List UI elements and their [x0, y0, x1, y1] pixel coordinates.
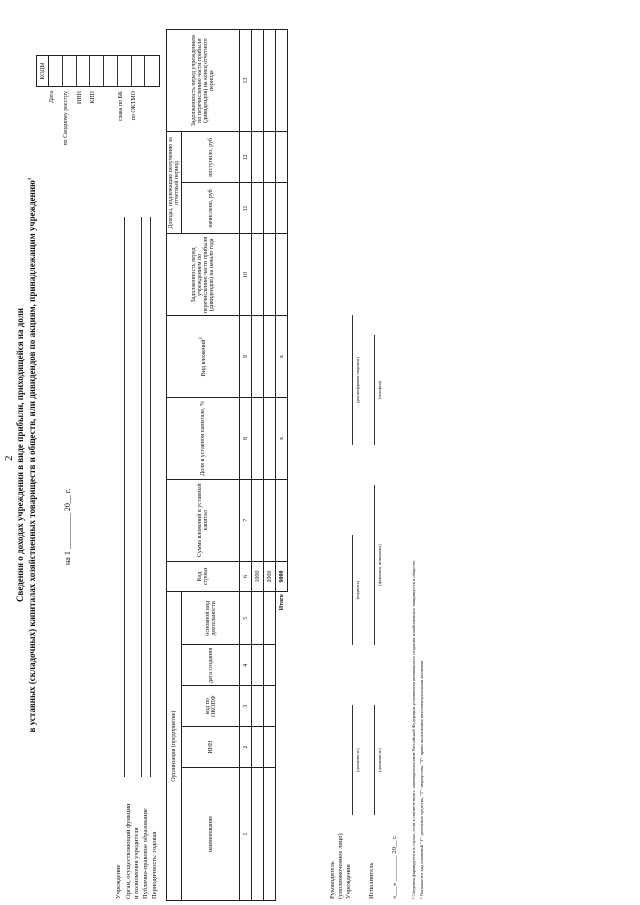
col-okopf: код по ОКОПФ: [182, 686, 240, 727]
col-debt-end: Задолженность перед учреждением по перечислению части прибыли (дивидендов) на конец отчетного периода: [167, 30, 240, 132]
col-received: поступило, руб: [182, 132, 240, 183]
document-title: [16, 75, 25, 835]
total-label: Итого: [276, 592, 288, 901]
title-line-1: Сведения о доходах учреждения в виде прибыли, приходящейся на доли: [15, 308, 25, 602]
col-number: 12: [240, 132, 252, 183]
code-label-oktmo: по ОКТМО: [131, 91, 137, 121]
executor-label: Исполнитель: [368, 862, 375, 899]
code-cell: [104, 56, 118, 86]
caption-fio: (фамилия, инициалы): [377, 544, 382, 586]
executor-position-line: [374, 705, 375, 815]
total-row: [276, 30, 288, 901]
col-number: 13: [240, 30, 252, 132]
col-number: 8: [240, 398, 252, 480]
col-capital-share: Доля в уставном капитале, %: [167, 398, 240, 480]
code-cell: [145, 56, 159, 86]
document-subtitle: [28, 75, 37, 835]
table-row: [252, 30, 264, 901]
col-investment-type-label: Вид вложений: [201, 339, 207, 377]
col-line-code: Код строки: [167, 561, 240, 592]
code-label-kpp: КПП: [90, 91, 96, 104]
code-label-registry: по Сводному реестру: [63, 91, 69, 146]
executor-phone-line: [374, 335, 375, 445]
footnote-2: ² Указывается вид вложений "1"- денежные средства, "2"- имущество, "3"- право пользования интеллектуальными активами.: [419, 659, 424, 899]
income-group-header: Доходы, подлежащие получению за отчетный период: [167, 132, 182, 234]
label-public-entity: Публично-правовое образование: [142, 808, 149, 899]
col-creation-date: дата создания: [182, 645, 240, 686]
col-number: 10: [240, 234, 252, 316]
founder-line: [141, 217, 142, 777]
col-number: 1: [240, 768, 252, 901]
row-code: 1000: [252, 561, 264, 592]
head-decode-line: [352, 315, 353, 445]
codes-header: КОДЫ: [36, 55, 49, 87]
title-line-2: в уставных (складочных) капиталах хозяйственных товариществ и обществ, или дивидендов по акциям, принадлежащим учреждению: [27, 180, 37, 733]
code-cell: [63, 56, 77, 86]
col-number: 2: [240, 727, 252, 768]
col-investment-sum: Сумма вложений в уставный капитал: [167, 479, 240, 561]
code-label-inn: ИНН: [77, 91, 83, 104]
col-number: 7: [240, 479, 252, 561]
col-number: 9: [240, 316, 252, 398]
institution-line: [124, 217, 125, 777]
title-footnote-mark: 1: [28, 177, 33, 181]
col-number: 3: [240, 686, 252, 727]
head-label-2: (уполномоченное лицо): [337, 833, 344, 899]
code-cell: [49, 56, 63, 86]
head-signature-line: [352, 535, 353, 645]
col-number: 4: [240, 645, 252, 686]
col-main-activity: основной вид деятельности: [182, 592, 240, 645]
report-date: на 1 _________ 20__ г.: [63, 488, 72, 565]
caption-signature: (подпись): [355, 580, 360, 600]
executor-fio-line: [374, 485, 375, 645]
caption-phone: (телефон): [377, 380, 382, 400]
code-label-bk: глава по БК: [118, 91, 124, 121]
code-cell: [77, 56, 91, 86]
label-institution: Учреждение: [115, 864, 122, 899]
total-x-mark: x: [276, 398, 288, 480]
table-row: [264, 30, 276, 901]
col-investment-type: [167, 316, 240, 398]
org-group-header: Организация (предприятие): [167, 592, 182, 901]
codes-box: [48, 55, 160, 87]
code-cell: [132, 56, 146, 86]
public-entity-line: [150, 217, 151, 777]
income-table: [166, 29, 288, 901]
code-cell: [118, 56, 132, 86]
label-founder-2: и полномочия учредителя: [133, 827, 140, 899]
caption-decode: (расшифровка подписи): [355, 357, 360, 403]
col-name: наименование: [182, 768, 240, 901]
code-cell: [90, 56, 104, 86]
total-code: 9000: [276, 561, 288, 592]
signature-date: «___» ________ 20__ г.: [391, 835, 398, 899]
caption-position: (должность): [355, 748, 360, 772]
head-label-1: Руководитель: [329, 861, 336, 899]
col-investment-type-mark: 2: [199, 337, 204, 340]
footnote-1: ¹ Сведения формируются в случае, если в соответствии с законодательством Российской Федерации установлена возможность создания хозяйственных товариществ и обществ.: [411, 560, 416, 899]
caption-position-2: (должность): [377, 748, 382, 772]
page-number: 2: [3, 455, 15, 461]
label-founder-1: Орган, осуществляющий функции: [125, 803, 132, 899]
column-number-row: [240, 30, 252, 901]
total-x-mark: x: [276, 316, 288, 398]
col-number: 5: [240, 592, 252, 645]
label-periodicity: Периодичность: годовая: [151, 831, 158, 899]
head-position-line: [352, 705, 353, 815]
code-label-date: Дата: [49, 91, 55, 103]
col-number: 11: [240, 183, 252, 234]
row-code: 2000: [264, 561, 276, 592]
col-debt-start: Задолженность перед учреждением по перечислению части прибыли (дивидендов) на начало года: [167, 234, 240, 316]
col-inn: ИНН: [182, 727, 240, 768]
col-accrued: начислено, руб: [182, 183, 240, 234]
head-label-3: Учреждения: [345, 864, 352, 899]
col-number: 6: [240, 561, 252, 592]
